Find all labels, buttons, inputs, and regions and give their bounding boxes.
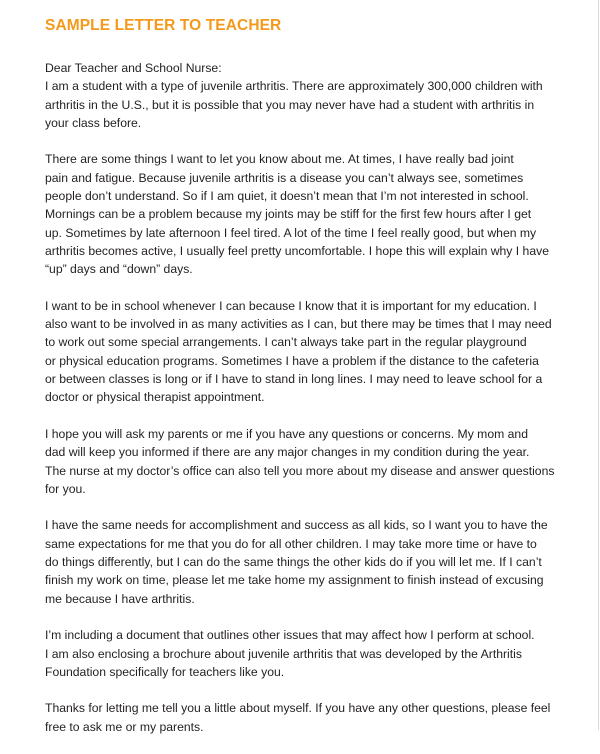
- paragraph-line: I want to be in school whenever I can because I know that it is important for my education. I: [45, 298, 537, 313]
- paragraph-line: doctor or physical therapist appointment.: [45, 390, 265, 405]
- paragraph-line: people don’t understand. So if I am quiet, it doesn’t mean that I’m not interested in school.: [45, 189, 529, 204]
- letter-paragraph-1: [45, 77, 565, 132]
- paragraph-line: Thanks for letting me tell you a little about myself. If you have any other questions, please feel: [45, 701, 551, 716]
- letter-paragraph-5: [45, 516, 565, 607]
- letter-paragraph-7: [45, 699, 565, 736]
- paragraph-line: The nurse at my doctor’s office can also tell you more about my disease and answer questions: [45, 463, 555, 478]
- letter-paragraph-4: [45, 425, 565, 498]
- paragraph-line: up. Sometimes by late afternoon I feel tired. A lot of the time I feel really good, but when my: [45, 225, 537, 240]
- paragraph-line: I am a student with a type of juvenile arthritis. There are approximately 300,000 children with: [45, 79, 543, 94]
- paragraph-line: I hope you will ask my parents or me if you have any questions or concerns. My mom and: [45, 426, 528, 441]
- paragraph-line: I’m including a document that outlines other issues that may affect how I perform at school.: [45, 628, 535, 643]
- paragraph-line: free to ask me or my parents.: [45, 719, 204, 734]
- letter-paragraphs: [45, 77, 565, 736]
- paragraph-line: same expectations for me that you do for all other children. I may take more time or have to: [45, 536, 537, 551]
- paragraph-line: for you.: [45, 481, 86, 496]
- paragraph-line: or physical education programs. Sometimes I have a problem if the distance to the cafeteria: [45, 353, 539, 368]
- paragraph-line: dad will keep you informed if there are any major changes in my condition during the year.: [45, 445, 530, 460]
- paragraph-line: I am also enclosing a brochure about juvenile arthritis that was developed by the Arthritis: [45, 646, 522, 661]
- paragraph-line: I have the same needs for accomplishment and success as all kids, so I want you to have the: [45, 518, 548, 533]
- paragraph-line: Mornings can be a problem because my joints may be stiff for the first few hours after I get: [45, 207, 532, 222]
- paragraph-line: arthritis in the U.S., but it is possible that you may never have had a student with arthritis in: [45, 97, 535, 112]
- letter-greeting: Dear Teacher and School Nurse:: [45, 61, 222, 75]
- paragraph-line: pain and fatigue. Because juvenile arthritis is a disease you can’t always see, sometimes: [45, 170, 524, 185]
- paragraph-line: your class before.: [45, 115, 142, 130]
- paragraph-line: also want to be involved in as many activities as I can, but there may be times that I may need: [45, 317, 552, 332]
- paragraph-line: do things differently, but I can do the same things the other kids do if you will let me. If I can’t: [45, 555, 542, 570]
- letter-paragraph-2: [45, 150, 565, 278]
- paragraph-line: “up” days and “down” days.: [45, 262, 193, 277]
- paragraph-line: finish my work on time, please let me take home my assignment to finish instead of excusing: [45, 573, 544, 588]
- page-title: SAMPLE LETTER TO TEACHER: [45, 17, 282, 34]
- paragraph-line: or between classes is long or if I have to stand in long lines. I may need to leave school for a: [45, 372, 543, 387]
- paragraph-line: There are some things I want to let you know about me. At times, I have really bad joint: [45, 152, 514, 167]
- paragraph-line: Foundation specifically for teachers like you.: [45, 664, 285, 679]
- letter-paragraph-3: [45, 297, 565, 407]
- paragraph-line: to work out some special arrangements. I can’t always take part in the regular playground: [45, 335, 527, 350]
- paragraph-line: me because I have arthritis.: [45, 591, 195, 606]
- letter-paragraph-6: [45, 626, 565, 681]
- paragraph-line: arthritis becomes active, I usually feel pretty uncomfortable. I hope this will explain why I have: [45, 243, 549, 258]
- letter-body: [45, 59, 565, 754]
